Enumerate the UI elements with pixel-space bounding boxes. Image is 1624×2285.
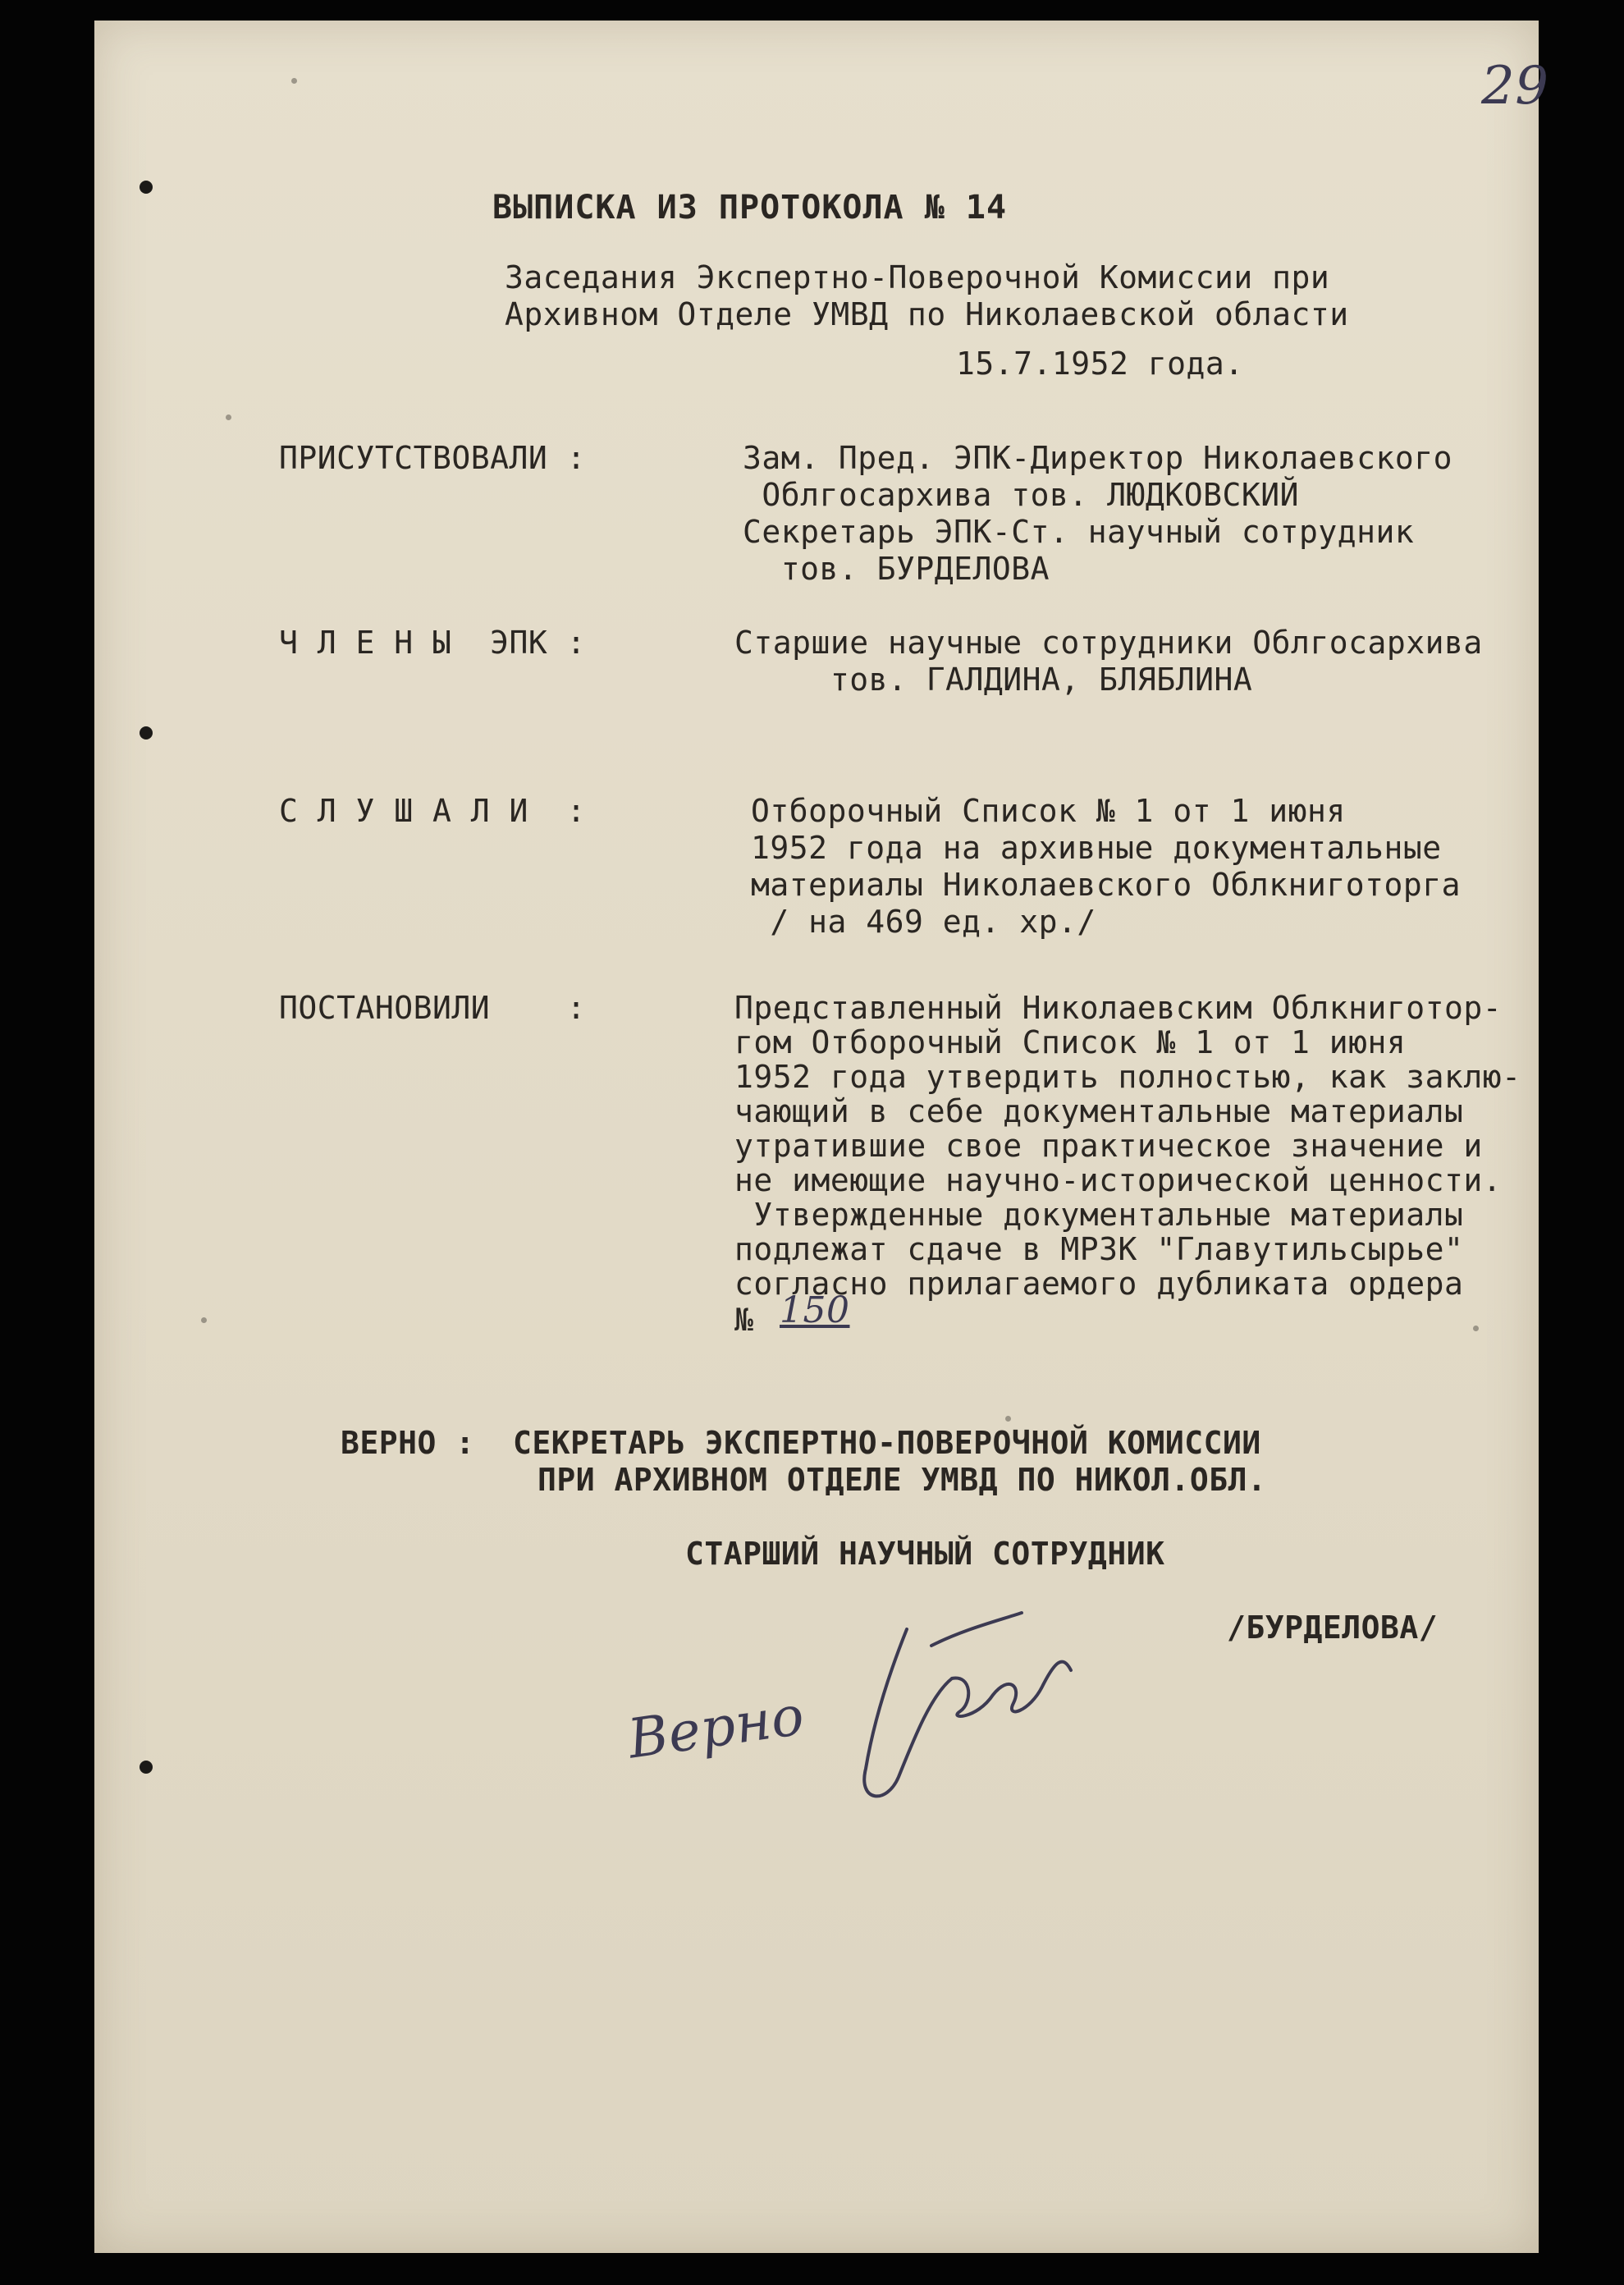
paper-mark — [291, 78, 297, 84]
section-members-line-2: тов. ГАЛДИНА, БЛЯБЛИНА — [734, 662, 1253, 698]
paper-mark — [1473, 1326, 1479, 1331]
section-heard-line-3: материалы Николаевского Облкниготорга — [751, 867, 1461, 903]
section-present-line-1: Зам. Пред. ЭПК-Директор Николаевского — [743, 440, 1452, 476]
order-number: 150 — [780, 1289, 850, 1331]
subtitle-line-1: Заседания Экспертно-Поверочной Комиссии при — [505, 259, 1330, 295]
attestation-line-2: ПРИ АРХИВНОМ ОТДЕЛЕ УМВД ПО НИКОЛ.ОБЛ. — [538, 1462, 1267, 1498]
document-sheet — [94, 21, 1549, 2253]
section-label-members: Ч Л Е Н Ы ЭПК : — [279, 625, 587, 661]
paper-mark — [1005, 1416, 1011, 1422]
section-resolved-line-1: Представленный Николаевским Облкниготор- — [734, 990, 1503, 1026]
section-resolved-line-7: Утвержденные документальные материалы — [734, 1197, 1464, 1233]
punch-hole-1 — [140, 181, 153, 194]
signature — [808, 1596, 1104, 1818]
paper-mark — [226, 414, 231, 420]
section-present-line-4: тов. БУРДЕЛОВА — [743, 551, 1050, 587]
section-resolved-line-4: чающий в себе документальные материалы — [734, 1093, 1464, 1129]
section-heard-line-4: / на 469 ед. хр./ — [751, 904, 1096, 940]
section-present-line-3: Секретарь ЭПК-Ст. научный сотрудник — [743, 514, 1415, 550]
attestation-line-1: СЕКРЕТАРЬ ЭКСПЕРТНО-ПОВЕРОЧНОЙ КОМИССИИ — [513, 1425, 1261, 1461]
section-present-line-2: Облгосархива тов. ЛЮДКОВСКИЙ — [743, 477, 1299, 513]
section-label-heard: С Л У Ш А Л И : — [279, 793, 587, 829]
punch-hole-2 — [140, 726, 153, 740]
document-title: ВЫПИСКА ИЗ ПРОТОКОЛА № 14 — [492, 189, 1008, 227]
section-resolved-line-8: подлежат сдаче в МРЗК "Главутильсырье" — [734, 1231, 1464, 1267]
section-resolved-line-3: 1952 года утвердить полностью, как заклю- — [734, 1059, 1521, 1095]
section-resolved-line-6: не имеющие научно-исторической ценности. — [734, 1162, 1503, 1198]
section-resolved-line-10: № — [734, 1302, 754, 1338]
section-label-resolved: ПОСТАНОВИЛИ : — [279, 990, 587, 1026]
attestation-label: ВЕРНО : — [341, 1425, 475, 1461]
section-label-present: ПРИСУТСТВОВАЛИ : — [279, 440, 587, 476]
punch-hole-3 — [140, 1761, 153, 1774]
section-heard-line-2: 1952 года на архивные документальные — [751, 830, 1442, 866]
section-resolved-line-2: гом Отборочный Список № 1 от 1 июня — [734, 1024, 1407, 1060]
section-resolved-line-5: утратившие свое практическое значение и — [734, 1128, 1483, 1164]
subtitle-line-2: Архивном Отделе УМВД по Николаевской области — [505, 296, 1349, 332]
document-date: 15.7.1952 года. — [956, 346, 1244, 382]
attestation-position: СТАРШИЙ НАУЧНЫЙ СОТРУДНИК — [685, 1536, 1165, 1572]
paper-mark — [201, 1317, 207, 1323]
section-members-line-1: Старшие научные сотрудники Облгосархива — [734, 625, 1483, 661]
section-resolved-line-9: согласно прилагаемого дубликата ордера — [734, 1266, 1464, 1302]
attestation-name: /БУРДЕЛОВА/ — [1227, 1610, 1439, 1646]
handwritten-note: Верно — [624, 1683, 808, 1771]
page-number: 29 — [1481, 56, 1549, 117]
section-heard-line-1: Отборочный Список № 1 от 1 июня — [751, 793, 1346, 829]
